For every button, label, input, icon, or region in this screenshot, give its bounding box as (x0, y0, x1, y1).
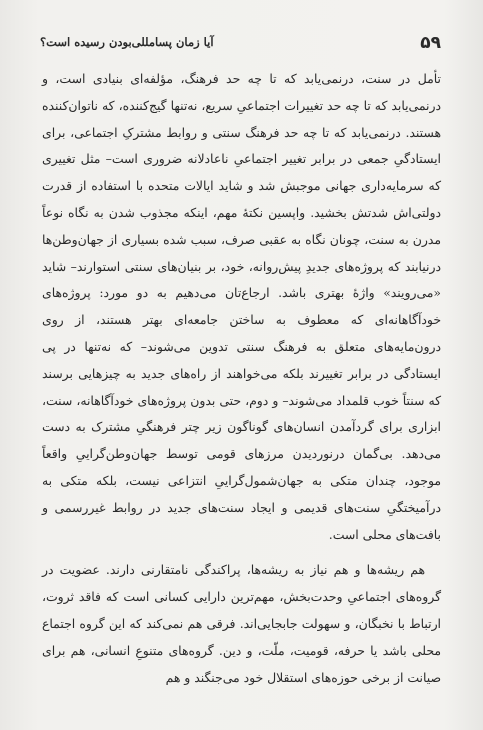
body-text (42, 66, 441, 691)
paragraph-1: تأمل در سنت، درنمی‌یابد که تا چه حد فرهنگ، مؤلفه‌ای بنیادی است، و درنمی‌یابد که تا چه حد تغییرات اجتماعیِ سریع، نه‌تنها گیج‌کننده، که ناتوان‌کننده هستند. درنمی‌یابد که تا چه حد فرهنگ سنتی و روابط مشترکِ اجتماعی، برای ایستادگیِ جمعی در برابر تغییر اجتماعیِ ناعادلانه ضروری است– مثل تغییری که سرمایه‌داری جهانی موجبش شد و شاید ایالات متحده با استفاده از قدرت دولتی‌اش شدتش بخشید. واپسین نکتهٔ مهم، اینکه مجذوب شدن به نگاه نوعاً مدرن به سنت، چونان نگاه به عقبی صرف، سبب شده بسیاری از جهان‌وطن‌ها درنیابند که پروژه‌های جدیدِ پیش‌روانه، خود، بر بنیان‌های سنتی استوارند– شاید «می‌رویند» واژهٔ بهتری باشد. ارجاع‌تان می‌دهیم به دو مورد: پروژه‌های خودآگاهانه‌ای که معطوف به ساختن جامعه‌ای بهتر هستند، از روی درون‌مایه‌های متعلق به فرهنگ سنتی تدوین می‌شوند– که نه‌تنها در پی ایستادگی در برابر تغییرند بلکه می‌خواهند از راه‌های جدید به چیزهایی برسند که سنتاً خوب قلمداد می‌شوند– و دوم، حتی بدون پروژه‌های خودآگاهانه، سنت، ابزاری برای گردآمدن انسان‌های گوناگون زیر چتر فرهنگیِ مشترک به دست می‌دهد. بی‌گمان درنوردیدن مرزهای قومی توسط جهان‌وطن‌گراییِ واقعاً موجود، چندان متکی به جهان‌شمول‌گراییِ انتزاعی نیست، بلکه متکی به درآمیختگیِ سنت‌های قدیمی و ایجاد سنت‌های جدید در روابط غیررسمی و بافت‌های محلی است. (42, 71, 441, 542)
running-title: آیا زمان پسامللی‌بودن رسیده است؟ (40, 35, 214, 49)
page-number: ۵۹ (420, 33, 441, 53)
paragraph-2: هم ریشه‌ها و هم نیاز به ریشه‌ها، پراکندگی نامتقارنی دارند. عضویت در گروه‌های اجتماعیِ وحدت‌بخش، مهم‌ترین دارایی کسانی است که فاقد ثروت، ارتباط با نخبگان، و سهولت جابجایی‌اند. فرقی هم نمی‌کند که این گروه اجتماع محلی باشد یا حرفه، قومیت، ملّت، و دین. گروه‌های متنوعِ انسانی، هم برای صیانت از برخی حوزه‌های استقلال خود می‌جنگند و هم (42, 562, 441, 685)
page-header (40, 33, 441, 61)
